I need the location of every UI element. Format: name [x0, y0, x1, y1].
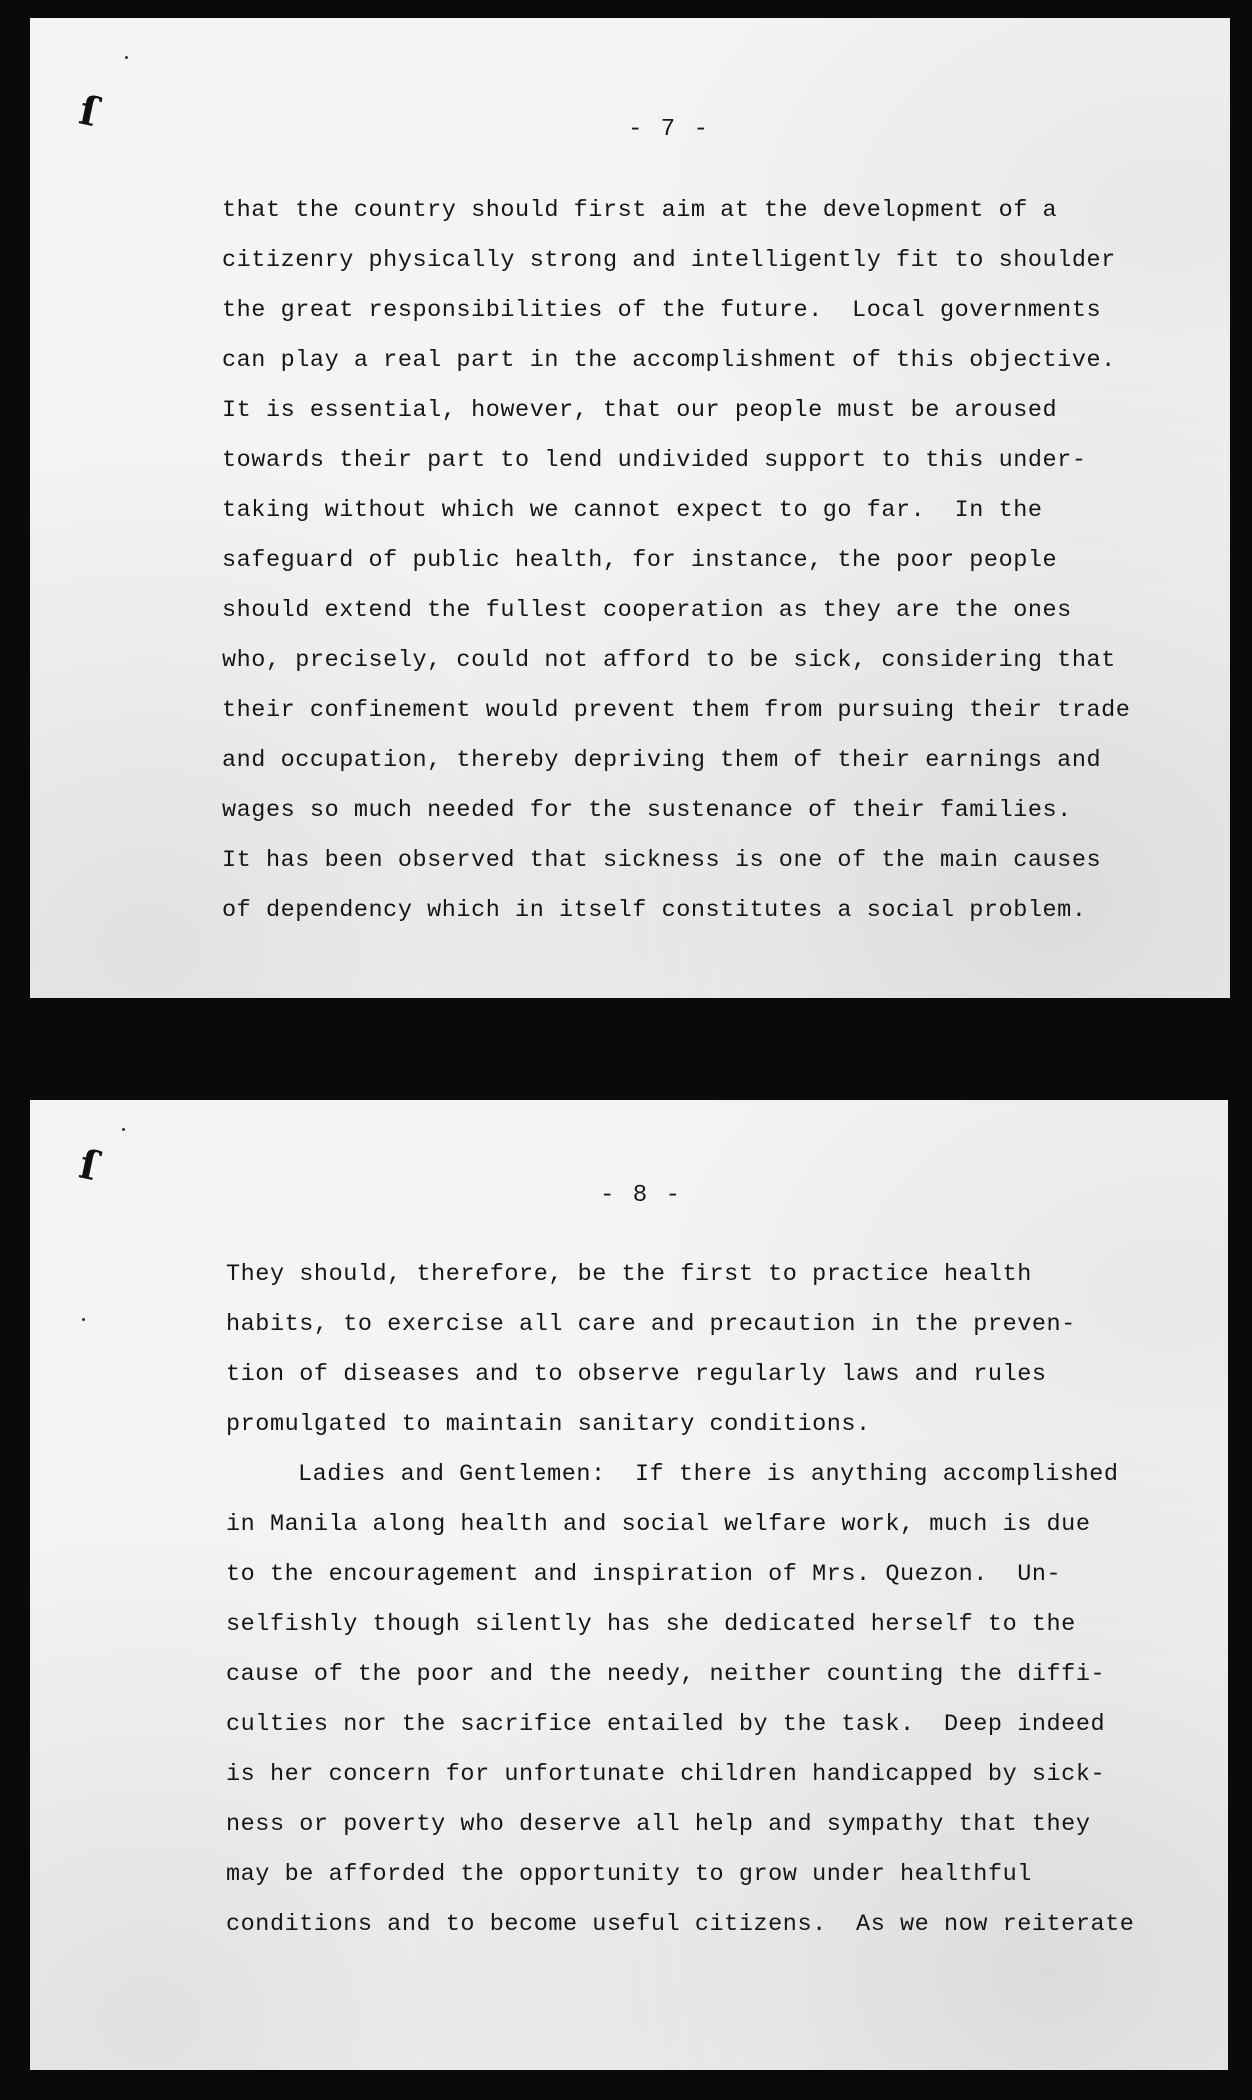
text-line: is her concern for unfortunate children handicapped by sick-	[226, 1761, 1106, 1788]
text-line: the great responsibilities of the future. Local governments	[222, 297, 1102, 324]
text-line: conditions and to become useful citizens. As we now reiterate	[226, 1911, 1135, 1938]
text-line: cause of the poor and the needy, neither counting the diffi-	[226, 1661, 1106, 1688]
text-line: selfishly though silently has she dedicated herself to the	[226, 1611, 1076, 1638]
text-line: habits, to exercise all care and precaution in the preven-	[226, 1311, 1076, 1338]
text-line: in Manila along health and social welfare work, much is due	[226, 1511, 1091, 1538]
binder-mark-icon: ſ	[75, 1140, 102, 1191]
text-line: towards their part to lend undivided support to this under-	[222, 447, 1087, 474]
text-line: that the country should first aim at the development of a	[222, 197, 1058, 224]
text-line: wages so much needed for the sustenance of their families.	[222, 797, 1072, 824]
page-8-text	[226, 1250, 1134, 1950]
speck	[122, 1128, 125, 1131]
text-line: should extend the fullest cooperation as they are the ones	[222, 597, 1072, 624]
text-line: tion of diseases and to observe regularly laws and rules	[226, 1361, 1047, 1388]
page-8	[30, 1100, 1228, 2070]
text-line: who, precisely, could not afford to be sick, considering that	[222, 647, 1116, 674]
text-line: culties nor the sacrifice entailed by the task. Deep indeed	[226, 1711, 1106, 1738]
text-line: to the encouragement and inspiration of Mrs. Quezon. Un-	[226, 1561, 1062, 1588]
page-7-text	[222, 186, 1130, 936]
speck	[125, 56, 128, 59]
binder-mark-icon: ſ	[75, 86, 102, 137]
page-number: - 7 -	[628, 116, 711, 143]
text-line: It is essential, however, that our people must be aroused	[222, 397, 1058, 424]
page-7	[30, 18, 1230, 998]
text-line: ness or poverty who deserve all help and sympathy that they	[226, 1811, 1091, 1838]
text-line: They should, therefore, be the first to practice health	[226, 1261, 1032, 1288]
text-line: It has been observed that sickness is one of the main causes	[222, 847, 1102, 874]
speck	[82, 1318, 85, 1321]
text-line: can play a real part in the accomplishment of this objective.	[222, 347, 1116, 374]
text-line: promulgated to maintain sanitary conditions.	[226, 1411, 871, 1438]
text-line: of dependency which in itself constitutes a social problem.	[222, 897, 1087, 924]
text-line: citizenry physically strong and intelligently fit to shoulder	[222, 247, 1116, 274]
text-line: Ladies and Gentlemen: If there is anything accomplished	[298, 1461, 1119, 1488]
text-line: safeguard of public health, for instance, the poor people	[222, 547, 1058, 574]
text-line: taking without which we cannot expect to go far. In the	[222, 497, 1043, 524]
text-line: may be afforded the opportunity to grow under healthful	[226, 1861, 1032, 1888]
page-number: - 8 -	[600, 1182, 683, 1209]
text-line: their confinement would prevent them from pursuing their trade	[222, 697, 1131, 724]
text-line: and occupation, thereby depriving them of their earnings and	[222, 747, 1102, 774]
